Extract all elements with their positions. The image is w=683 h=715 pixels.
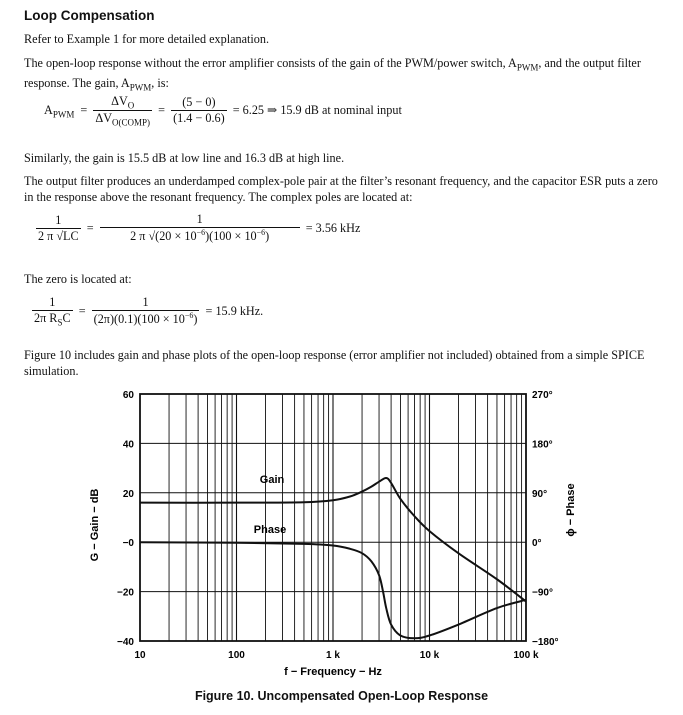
paragraph-figure: Figure 10 includes gain and phase plots of the open-loop response (error amplifier not included) obtained from a simple SPICE simulation. — [24, 348, 645, 378]
paragraph-refer: Refer to Example 1 for more detailed explanation. — [24, 32, 270, 46]
paragraph-similarly: Similarly, the gain is 15.5 dB at low line and 16.3 dB at high line. — [24, 151, 345, 165]
y-tick-label-right: 270° — [532, 390, 553, 401]
y-tick-label-left: 40 — [122, 439, 134, 451]
y-tick-label-left: 20 — [122, 488, 134, 500]
y-tick-label-right: 180° — [532, 439, 553, 451]
x-tick-label: 100 k — [513, 650, 539, 661]
equation-gain: $A_{PWM}$ = $\frac{\Delta V_O}{\Delta V_{O(COMP)}}$ = $\frac{(5 - 0)}{(1.4 - 0.6)}$ = 6.25 ⇒ 15.9 dB at nominal input — [44, 94, 402, 128]
paragraph-open-loop: The open-loop response without the error amplifier consists of the gain of the PWM/power switch, $A_{PWM}$, and the output filter response. The gain, $A_{PWM}$, is: — [24, 56, 641, 93]
y-tick-label-right: 90° — [532, 488, 548, 500]
x-tick-label: 100 — [228, 650, 245, 661]
x-axis-label: f − Frequency − Hz — [284, 666, 382, 678]
y-tick-label-right: 0° — [532, 538, 542, 550]
y-tick-label-left: −20 — [117, 587, 134, 599]
y-tick-label-right: −180° — [532, 637, 559, 648]
equation-zero: $\frac{1}{2\pi R_SC}$ = $\frac{1}{(2\pi)(0.1)(100 \times 10^{-6})}$ = 15.9 kHz. — [34, 295, 264, 328]
series-label-gain: Gain — [259, 474, 285, 486]
x-axis-ticks — [134, 650, 539, 661]
section-heading: Loop Compensation — [24, 8, 155, 23]
series-label-phase: Phase — [253, 524, 287, 536]
y-axis-label-left: G − Gain − dB — [89, 488, 101, 562]
x-tick-label: 10 k — [419, 650, 440, 661]
left-axis-ticks — [117, 390, 134, 648]
y-axis-label-right: ϕ − Phase — [565, 483, 577, 537]
right-axis-ticks — [532, 390, 559, 648]
y-tick-label-left: 60 — [122, 390, 134, 401]
bode-plot — [0, 385, 683, 685]
y-tick-label-right: −90° — [532, 587, 553, 599]
paragraph-zero: The zero is located at: — [24, 272, 132, 286]
x-tick-label: 10 — [134, 650, 146, 661]
y-tick-label-left: −40 — [117, 637, 134, 648]
chart-grid — [140, 394, 526, 641]
equation-poles: $\frac{1}{2 \pi √LC}$ = $\frac{1}{2 \pi √(20 \times 10^{-6})(100 \times 10^{-6})}$ = 3.56 kHz — [38, 212, 361, 244]
x-tick-label: 1 k — [326, 650, 340, 661]
y-tick-label-left: −0 — [122, 538, 134, 550]
paragraph-output-filter: The output filter produces an underdamped complex-pole pair at the filter’s resonant frequency, and the capacitor ESR puts a zero in the response above the resonant frequency. The complex poles are located at: — [24, 174, 658, 204]
figure-caption: Figure 10. Uncompensated Open-Loop Response — [194, 689, 489, 703]
